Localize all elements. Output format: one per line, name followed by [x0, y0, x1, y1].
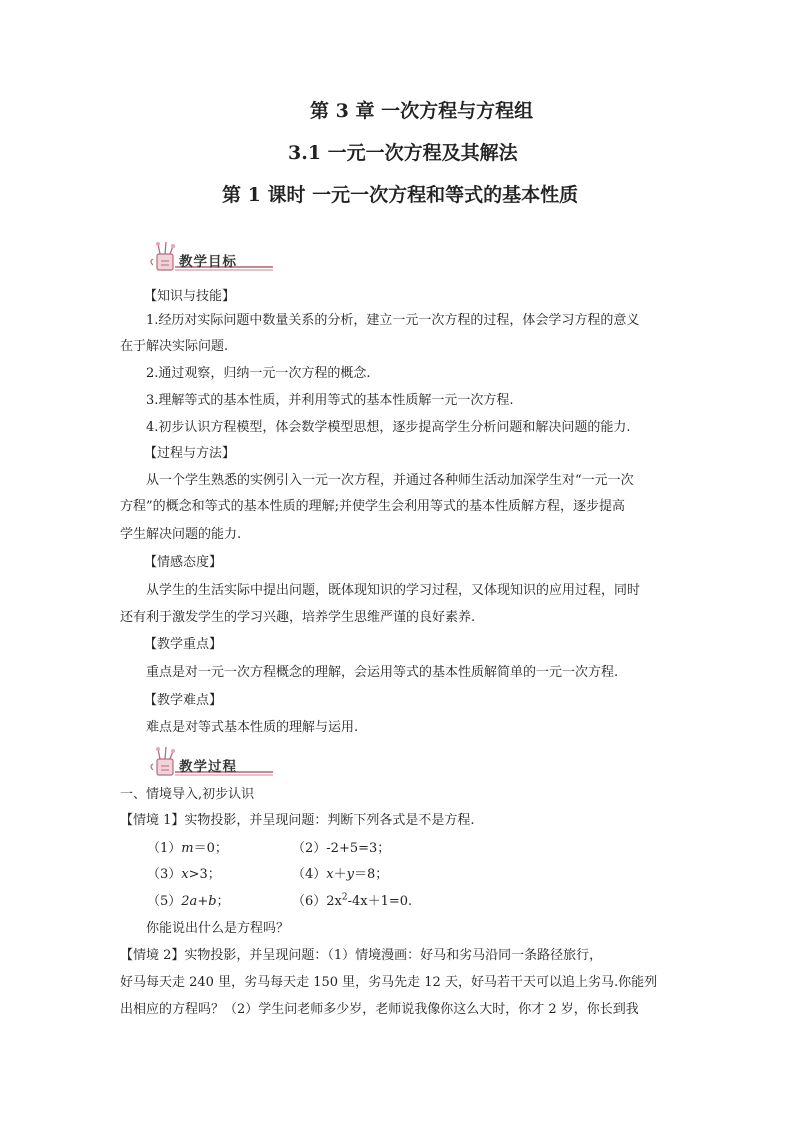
- process-banner: [145, 746, 275, 780]
- method-line-1: 从一个学生熟悉的实例引入一元一次方程，并通过各种师生活动加深学生对“一元一次: [146, 473, 634, 488]
- difficulty-text: 难点是对等式基本性质的理解与运用.: [146, 720, 359, 735]
- attitude-heading: 【情感态度】: [144, 555, 223, 570]
- knowledge-item-1-line-1: 1.经历对实际问题中数量关系的分析，建立一元一次方程的过程，体会学习方程的意义: [146, 313, 640, 328]
- goals-banner-label: 教学目标: [179, 254, 237, 270]
- knowledge-item-4: 4.初步认识方程模型，体会数学模型思想，逐步提高学生分析问题和解决问题的能力.: [146, 420, 631, 435]
- equation-4: （4）x＋y＝8；: [292, 867, 389, 882]
- situation-2-line-3: 出相应的方程吗？（2）学生问老师多少岁，老师说我像你这么大时，你才 2 岁，你长到我: [120, 1002, 639, 1017]
- difficulty-heading: 【教学难点】: [144, 693, 223, 708]
- goals-banner: [145, 241, 275, 275]
- attitude-line-1: 从学生的生活实际中提出问题，既体现知识的学习过程，又体现知识的应用过程，同时: [146, 583, 641, 598]
- equation-3: （3）x>3；: [147, 867, 221, 882]
- equation-6: $(6)2x^2-4x+1=0$.: [292, 892, 413, 909]
- lesson-title: 第 1 课时 一元一次方程和等式的基本性质: [222, 184, 579, 206]
- key-text: 重点是对一元一次方程概念的理解，会运用等式的基本性质解简单的一元一次方程.: [146, 665, 619, 680]
- method-line-2: 方程”的概念和等式的基本性质的理解;并使学生会利用等式的基本性质解方程，逐步提高: [120, 499, 626, 514]
- knowledge-item-3: 3.理解等式的基本性质，并利用等式的基本性质解一元一次方程.: [146, 393, 514, 408]
- situation-1-text: 实物投影，并呈现问题：判断下列各式是不是方程.: [184, 813, 475, 828]
- attitude-line-2: 还有利于激发学生的学习兴趣，培养学生思维严谨的良好素养.: [120, 610, 476, 625]
- section-title: 3.1 一元一次方程及其解法: [288, 142, 518, 164]
- situation-2-tag: 【情境 2】: [120, 948, 185, 963]
- situation-1-tag: 【情境 1】: [120, 813, 185, 828]
- knowledge-heading: 【知识与技能】: [144, 289, 236, 304]
- process-banner-label: 教学过程: [179, 759, 237, 775]
- situation-2-line-1: 【情境 2】实物投影，并呈现问题：（1）情境漫画：好马和劣马沿同一条路径旅行，: [120, 948, 603, 963]
- key-heading: 【教学重点】: [144, 637, 223, 652]
- part-1-heading: 一、情境导入,初步认识: [120, 787, 255, 802]
- equation-2: （2）-2+5=3；: [292, 841, 391, 856]
- situation-2-line-2: 好马每天走 240 里，劣马每天走 150 里，劣马先走 12 天，好马若干天可以追上劣马.你能列: [120, 975, 658, 990]
- equation-5: （5）2a+b；: [147, 894, 230, 909]
- method-heading: 【过程与方法】: [144, 446, 236, 461]
- situation-1: [120, 808, 680, 834]
- method-line-3: 学生解决问题的能力.: [120, 527, 242, 542]
- knowledge-item-2: 2.通过观察，归纳一元一次方程的概念.: [146, 366, 371, 381]
- knowledge-item-1-line-2: 在于解决实际问题.: [120, 339, 229, 354]
- equation-1: （1）m＝0；: [147, 841, 228, 856]
- chapter-title: 第 3 章 一次方程与方程组: [310, 100, 534, 122]
- question-text: 你能说出什么是方程吗？: [146, 921, 290, 936]
